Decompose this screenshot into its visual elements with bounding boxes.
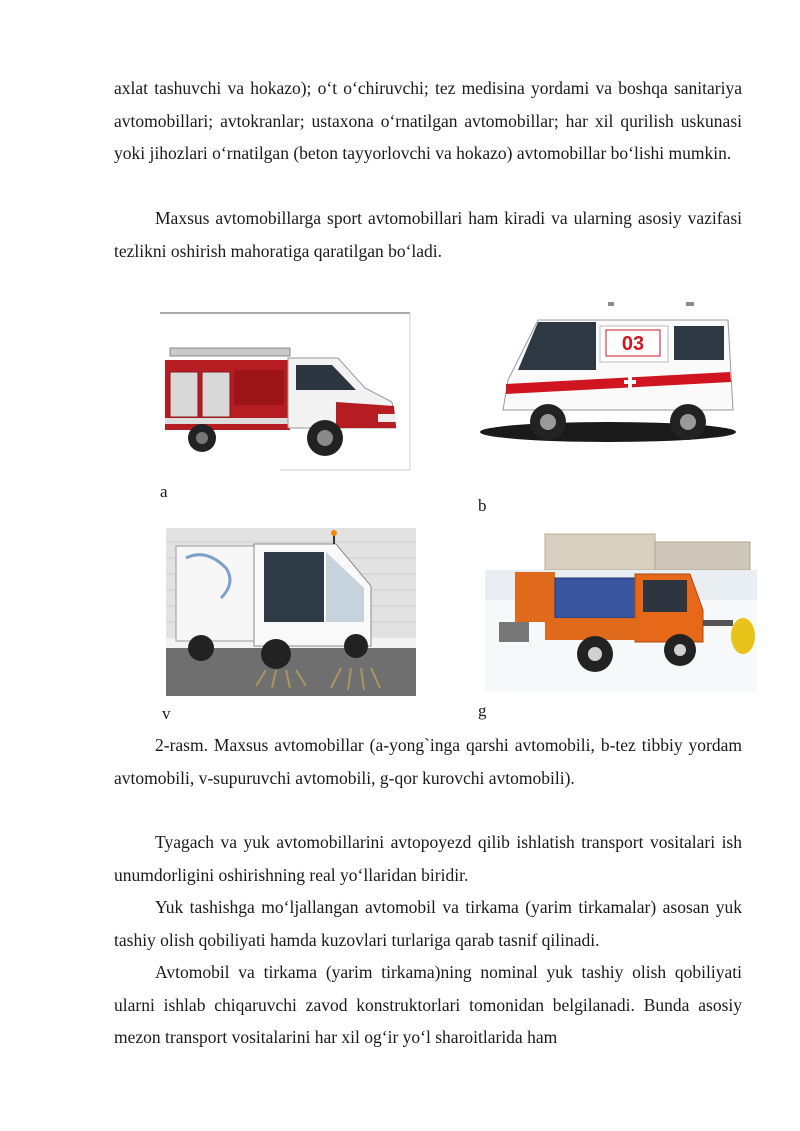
paragraph-2: Maxsus avtomobillarga sport avtomobillari ham kiradi va ularning asosiy vazifasi tezlikni oshirish mahoratiga qaratilgan bo‘ladi.	[114, 208, 742, 261]
fire-truck-image	[160, 310, 412, 474]
figure-label-b: b	[478, 496, 487, 515]
figure-label-v: v	[162, 704, 171, 723]
street-sweeper-image	[166, 528, 416, 696]
figure-label-a: a	[160, 482, 168, 501]
ambulance-image	[478, 300, 740, 450]
snow-plow-image	[485, 532, 757, 692]
paragraph-5: Avtomobil va tirkama (yarim tirkama)ning nominal yuk tashiy olish qobiliyati ularni ishlab chiqaruvchi zavod konstruktorlari tomonidan belgilanadi. Bunda asosiy mezon transport vositalarini har xil og‘ir yo‘l sharoitlarida ham	[114, 962, 742, 1047]
figure-label-g: g	[478, 701, 487, 720]
paragraph-3: Tyagach va yuk avtomobillarini avtopoyezd qilib ishlatish transport vositalari ish unumdorligini oshirishning real yo‘llaridan biridir.	[114, 832, 742, 885]
paragraph-4: Yuk tashishga mo‘ljallangan avtomobil va tirkama (yarim tirkamalar) asosan yuk tashiy olish qobiliyati hamda kuzovlari turlariga qarab tasnif qilinadi.	[114, 897, 742, 950]
ambulance-plate-text: 03	[621, 333, 645, 355]
figure-caption: 2-rasm. Maxsus avtomobillar (a-yong`inga qarshi avtomobili, b-tez tibbiy yordam avtomobili, v-supuruvchi avtomobili, g-qor kurovchi avtomobili).	[114, 735, 742, 788]
paragraph-1: axlat tashuvchi va hokazo); o‘t o‘chiruvchi; tez medisina yordami va boshqa sanitariya avtomobillari; avtokranlar; ustaxona o‘rnatilgan avtomobillar; har xil qurilish uskunasi yoki jihozlari o‘rnatilgan (beton tayyorlovchi va hokazo) avtomobillar bo‘lishi mumkin.	[114, 78, 742, 163]
